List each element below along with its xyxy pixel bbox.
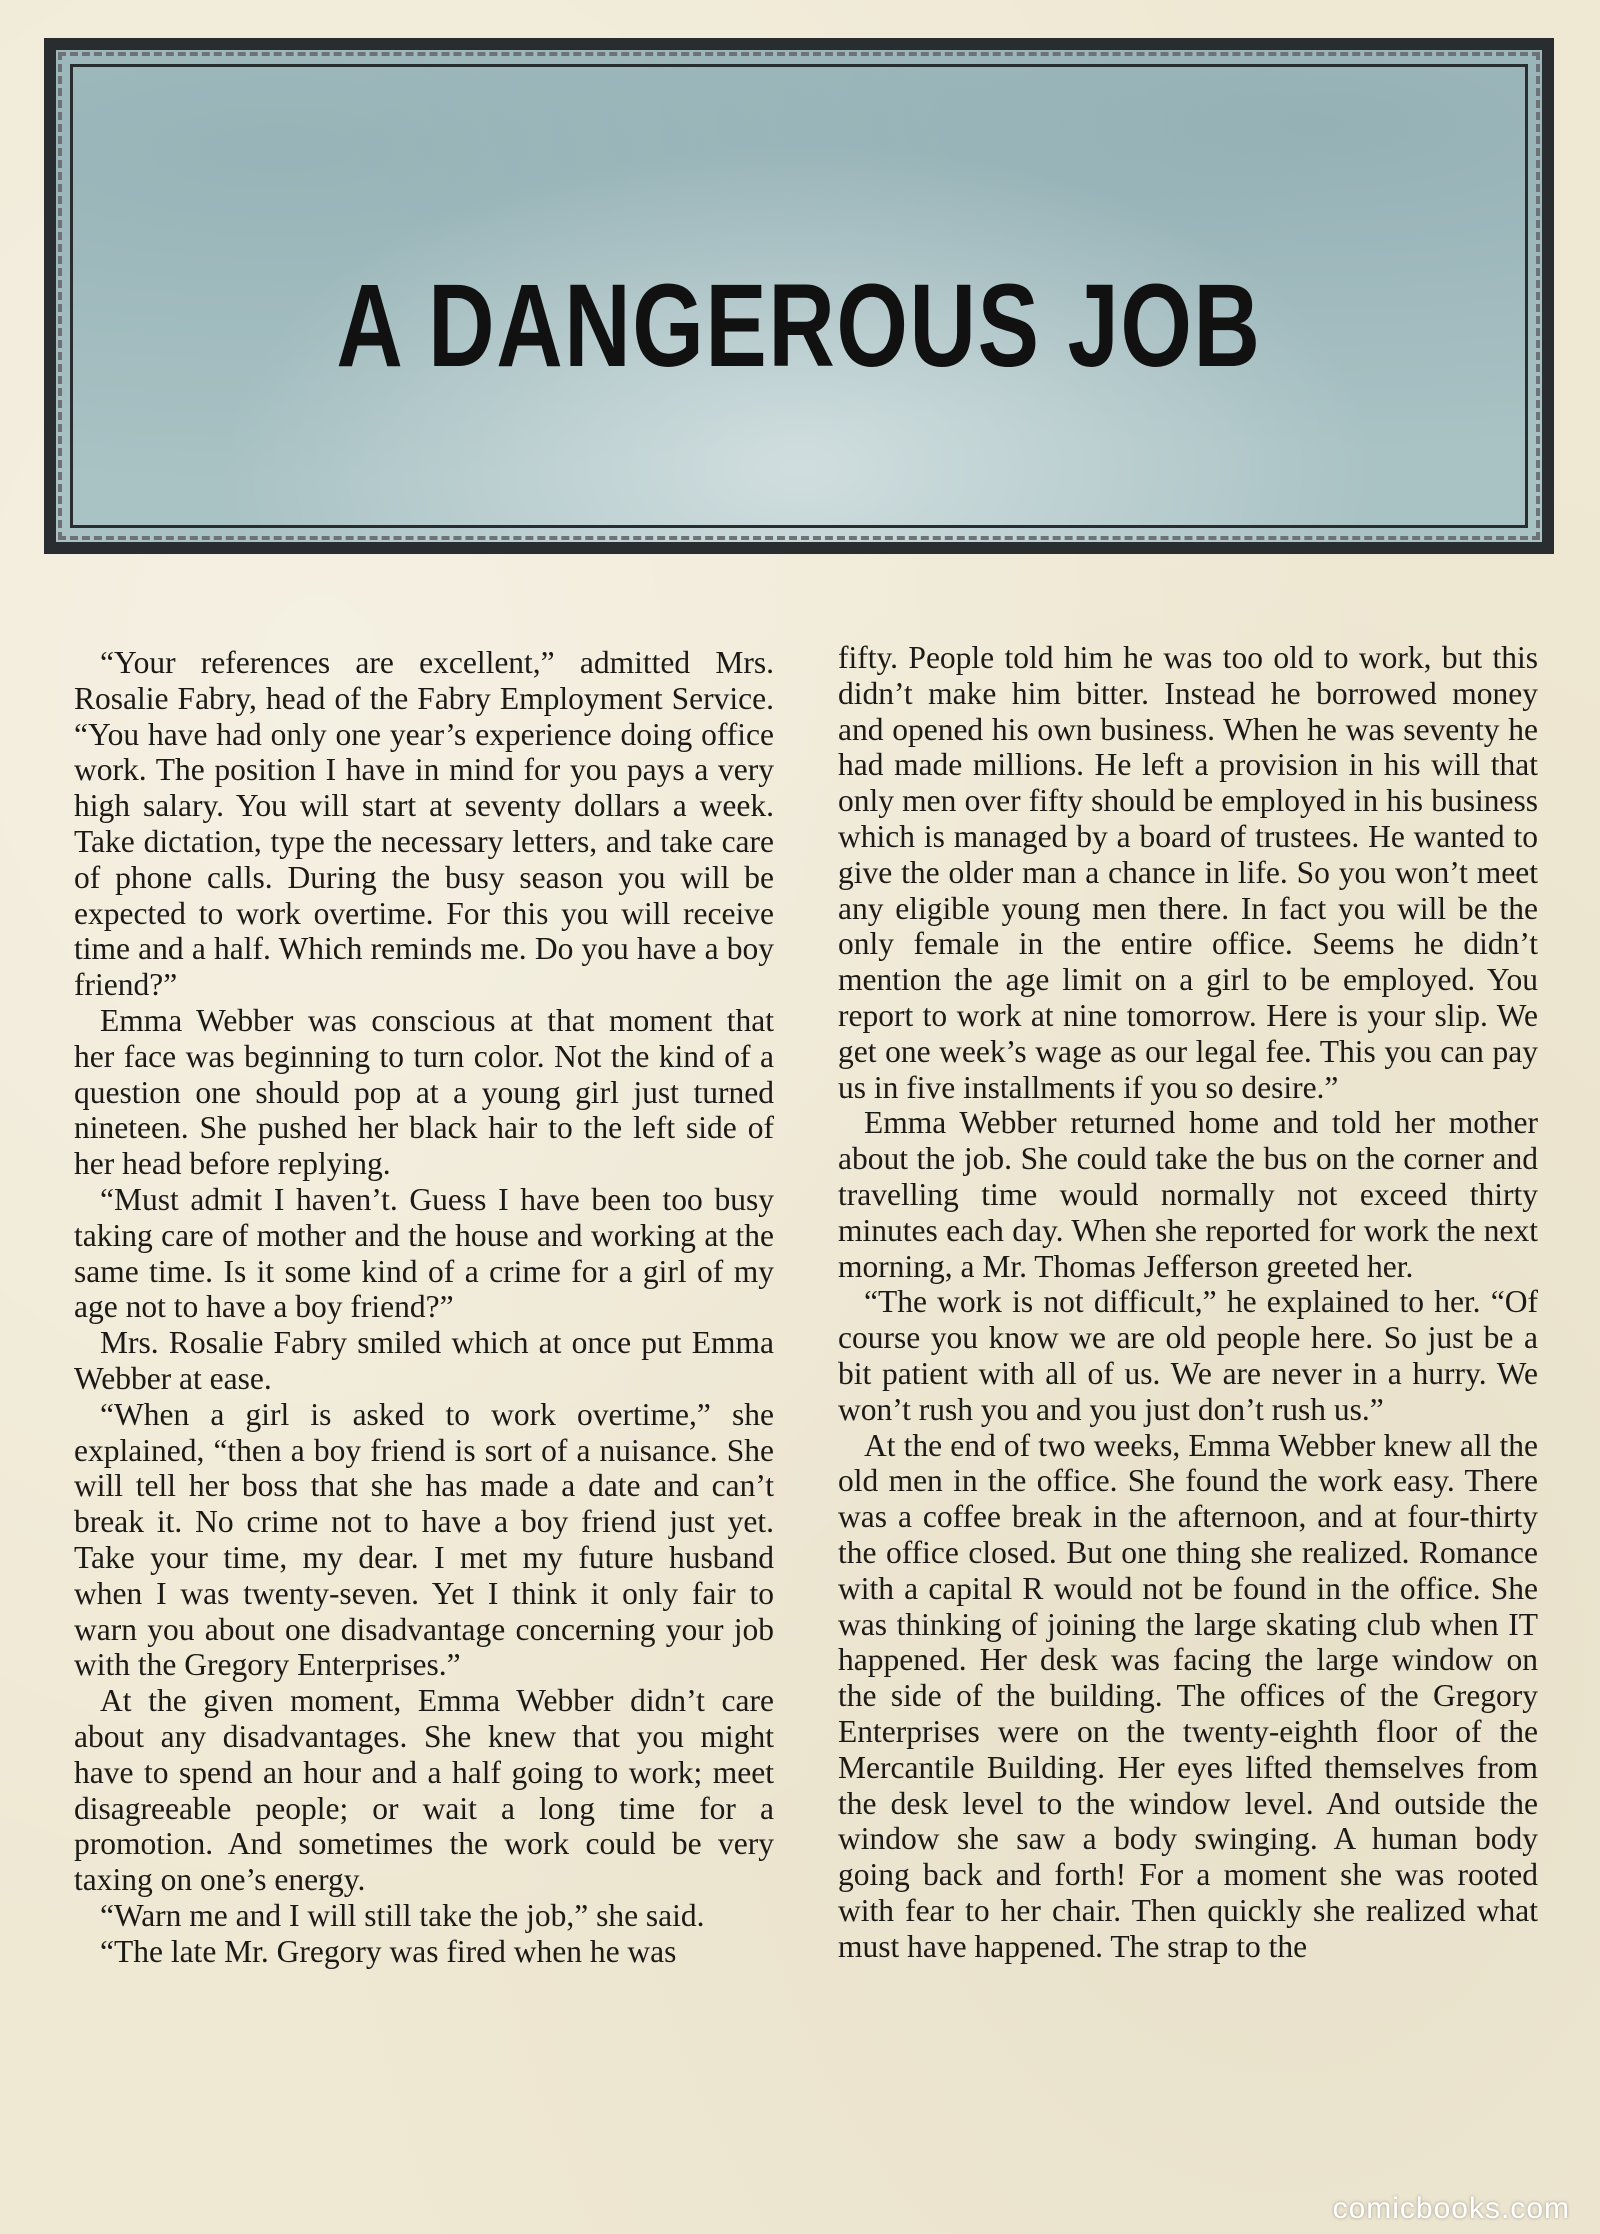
paragraph: Emma Webber returned home and told her mother about the job. She could take the bus on the corner and travelling time would normally not exceed thirty minutes each day. When she reported for work the next morning, a Mr. Thomas Jefferson greeted her. (838, 1105, 1538, 1284)
paragraph: “The work is not difficult,” he explained to her. “Of course you know we are old people here. So just be a bit patient with all of us. We are never in a hurry. We won’t rush you and you just don’t rush us.” (838, 1284, 1538, 1427)
paragraph: “When a girl is asked to work overtime,” she explained, “then a boy friend is sort of a nuisance. She will tell her boss that she has made a date and can’t break it. No crime not to have a boy friend just yet. Take your time, my dear. I met my future husband when I was twenty-seven. Yet I think it only fair to warn you about one disadvantage concerning your job with the Gregory Enterprises.” (74, 1396, 774, 1683)
source-watermark: comicbooks.com (1332, 2192, 1570, 2225)
paragraph: At the given moment, Emma Webber didn’t care about any disadvantages. She knew that you might have to spend an hour and a half going to work; meet disagreeable people; or wait a long time for a promotion. And sometimes the work could be very taxing on one’s energy. (74, 1683, 774, 1898)
paragraph: “Your references are excellent,” admitted Mrs. Rosalie Fabry, head of the Fabry Employment Service. “You have had only one year’s experience doing office work. The position I have in mind for you pays a very high salary. You will start at seventy dollars a week. Take dictation, type the necessary letters, and take care of phone calls. During the busy season you will be expected to work overtime. For this you will receive time and a half. Which reminds me. Do you have a boy friend?” (74, 645, 774, 1003)
text-column-right (838, 640, 1538, 1964)
title-panel (44, 38, 1554, 554)
story-title: A DANGEROUS JOB (336, 260, 1262, 392)
text-column-left (74, 645, 774, 1969)
paragraph: At the end of two weeks, Emma Webber knew all the old men in the office. She found the work easy. There was a coffee break in the afternoon, and at four-thirty the office closed. But one thing she realized. Romance with a capital R would not be found in the office. She was thinking of joining the large skating club when IT happened. Her desk was facing the large window on the side of the building. The offices of the Gregory Enterprises were on the twenty-eighth floor of the Mercantile Building. Her eyes lifted themselves from the desk level to the window level. And outside the window she saw a body swinging. A human body going back and forth! For a moment she was rooted with fear to her chair. Then quickly she realized what must have happened. The strap to the (838, 1427, 1538, 1964)
paragraph: Mrs. Rosalie Fabry smiled which at once put Emma Webber at ease. (74, 1325, 774, 1396)
paragraph: Emma Webber was conscious at that moment that her face was beginning to turn color. Not the kind of a question one should pop at a young girl just turned nineteen. She pushed her black hair to the left side of her head before replying. (74, 1002, 774, 1182)
paragraph: fifty. People told him he was too old to work, but this didn’t make him bitter. Instead he borrowed money and opened his own business. When he was seventy he had made millions. He left a provision in his will that only men over fifty should be employed in his business which is managed by a board of trustees. He wanted to give the older man a chance in life. So you won’t meet any eligible young men there. In fact you will be the only female in the entire office. Seems he didn’t mention the age limit on a girl to be employed. You report to work at nine tomorrow. Here is your slip. We get one week’s wage as our legal fee. This you can pay us in five installments if you so desire.” (838, 640, 1538, 1105)
paragraph: “Must admit I haven’t. Guess I have been too busy taking care of mother and the house and working at the same time. Is it some kind of a crime for a girl of my age not to have a boy friend?” (74, 1181, 774, 1325)
paragraph: “The late Mr. Gregory was fired when he was (100, 1933, 677, 1969)
paragraph: “Warn me and I will still take the job,” she said. (100, 1897, 705, 1933)
